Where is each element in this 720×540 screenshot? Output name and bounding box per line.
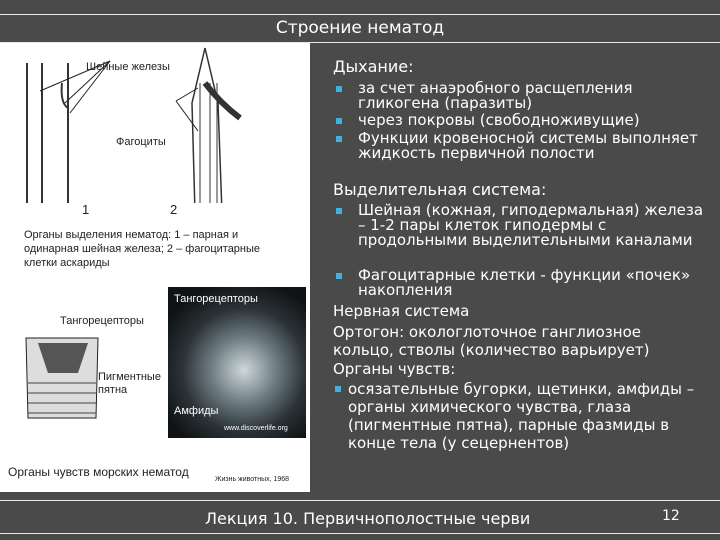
senses-heading: Органы чувств: [333, 360, 456, 378]
bullet-icon [335, 386, 341, 392]
footer-bar [0, 500, 720, 534]
sense-organs-caption: Органы чувств морских нематод [8, 465, 189, 479]
photo-tangoreceptors-label: Тангорецепторы [174, 293, 258, 305]
figure-1-label: 1 [82, 202, 90, 217]
pigment-spots-label: Пигментные пятна [98, 371, 161, 396]
page-number: 12 [662, 508, 680, 524]
photo-credit: www.discoverlife.org [224, 425, 288, 432]
bullet-item: Шейная (кожная, гиподермальная) железа – 1-2 пары клеток гиподермы с продольными выделительными каналами [333, 203, 713, 248]
bullet-icon [336, 208, 342, 214]
bullet-icon [336, 136, 342, 142]
figure-2-label: 2 [170, 202, 178, 217]
slide-title: Строение нематод [275, 18, 445, 38]
figure-panel [0, 43, 310, 492]
bullet-item: за счет анаэробного расщепления гликогена (паразиты) [333, 81, 713, 111]
nervous-heading: Нервная система [333, 302, 470, 320]
bullet-icon [336, 118, 342, 124]
lecture-title: Лекция 10. Первичнополостные черви [205, 509, 531, 528]
bullet-item: осязательные бугорки, щетинки, амфиды – органы химического чувства, глаза (пигментные пятна), парные фазмиды в конце тела (у сецернентов) [333, 380, 703, 452]
bullet-item: Функции кровеносной системы выполняет жидкость первичной полости [333, 131, 713, 161]
breathing-heading: Дыхание: [333, 57, 414, 76]
tangoreceptors-label: Тангорецепторы [60, 315, 144, 327]
bullet-item: через покровы (свободноживущие) [333, 113, 713, 128]
phagocytes-label: Фагоциты [116, 136, 166, 148]
glands-label: Шейные железы [86, 61, 170, 73]
ortogon-text: Ортогон: окологлоточное ганглиозное кольцо, стволы (количество варьирует) [333, 323, 650, 359]
excretory-caption: Органы выделения нематод: 1 – парная и одинарная шейная железа; 2 – фагоцитарные клетки аскариды [24, 229, 261, 269]
title-bar [0, 14, 720, 43]
nematode-photo [168, 287, 306, 438]
source-credit: Жизнь животных, 1968 [215, 476, 290, 483]
bullet-icon [336, 273, 342, 279]
bullet-item: Фагоцитарные клетки - функции «почек» накопления [333, 268, 713, 298]
excretory-heading: Выделительная система: [333, 180, 547, 199]
bullet-icon [336, 86, 342, 92]
sense-organs-drawing [18, 328, 108, 428]
photo-amphids-label: Амфиды [174, 405, 219, 417]
